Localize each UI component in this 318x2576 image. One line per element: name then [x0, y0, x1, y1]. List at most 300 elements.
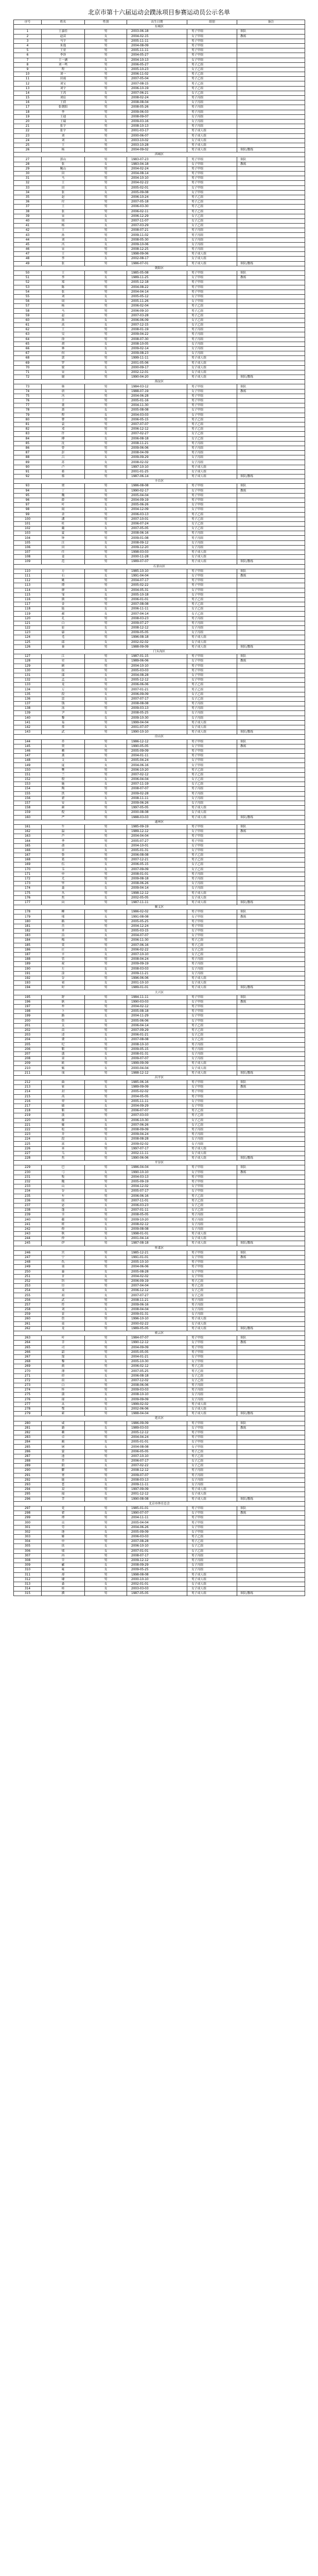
row-dob: 2004-09-19 — [127, 498, 187, 502]
row-note — [237, 503, 305, 507]
row-dob: 1998-03-03 — [127, 550, 187, 555]
table-row — [14, 446, 305, 450]
row-group: 女子乙组 — [187, 607, 237, 612]
table-row — [14, 114, 305, 119]
row-note — [237, 758, 305, 763]
row-sex: 女 — [85, 1308, 127, 1312]
table-row — [14, 1577, 305, 1582]
row-name: 郭 — [42, 356, 85, 361]
row-dob: 2007-03-03 — [127, 1113, 187, 1118]
row-note: 领队/教练 — [237, 986, 305, 990]
row-group: 男子甲组 — [187, 664, 237, 668]
table-row — [14, 436, 305, 441]
row-sex: 女 — [85, 242, 127, 247]
row-name: 谷 — [42, 976, 85, 980]
row-name: 申 — [42, 872, 85, 876]
row-name: 白 — [42, 621, 85, 625]
row-group: 男子乙组 — [187, 687, 237, 692]
row-dob: 2008-05-25 — [127, 711, 187, 716]
row-dob: 2007-02-27 — [127, 432, 187, 436]
row-group: 女子乙组 — [187, 318, 237, 323]
row-seq: 55 — [14, 294, 42, 299]
table-row — [14, 924, 305, 928]
row-group: 女子甲组 — [187, 1525, 237, 1530]
row-dob: 2008-03-23 — [127, 616, 187, 621]
row-note: 领队/教练 — [237, 560, 305, 564]
row-seq: 117 — [14, 602, 42, 607]
row-note — [237, 1232, 305, 1236]
row-note: 领队/教练 — [237, 1241, 305, 1246]
row-group: 男子丙组 — [187, 876, 237, 881]
row-seq: 1 — [14, 29, 42, 34]
row-sex: 女 — [85, 697, 127, 701]
row-sex: 女 — [85, 1293, 127, 1298]
row-sex: 男 — [85, 1213, 127, 1217]
row-note — [237, 1052, 305, 1056]
row-group: 女子丙组 — [187, 1312, 237, 1317]
table-row — [14, 1137, 305, 1142]
row-dob: 2008-01-31 — [127, 1052, 187, 1056]
row-note — [237, 304, 305, 309]
row-note — [237, 612, 305, 616]
row-seq: 121 — [14, 621, 42, 625]
row-sex: 男 — [85, 1232, 127, 1236]
row-sex: 男 — [85, 498, 127, 502]
row-seq: 303 — [14, 1535, 42, 1539]
row-seq: 105 — [14, 540, 42, 545]
row-sex: 女 — [85, 1151, 127, 1156]
row-note — [237, 465, 305, 469]
row-name: 邓 — [42, 427, 85, 432]
row-sex: 女 — [85, 1393, 127, 1397]
row-dob: 2006-08-08 — [127, 853, 187, 858]
row-dob: 2007-02-12 — [127, 772, 187, 777]
row-seq: 299 — [14, 1516, 42, 1520]
row-sex: 男 — [85, 332, 127, 337]
row-seq: 74 — [14, 389, 42, 394]
row-sex: 男 — [85, 1497, 127, 1501]
row-seq: 142 — [14, 725, 42, 730]
row-sex: 女 — [85, 716, 127, 720]
row-dob: 2006-12-12 — [127, 427, 187, 432]
row-sex: 女 — [85, 886, 127, 891]
row-sex: 女 — [85, 214, 127, 218]
row-note — [237, 1146, 305, 1151]
row-dob: 2007-08-15 — [127, 81, 187, 86]
table-row — [14, 1217, 305, 1222]
row-sex: 男 — [85, 1265, 127, 1269]
row-note: 领队/教练 — [237, 1156, 305, 1161]
row-group: 女子甲组 — [187, 1445, 237, 1449]
row-note — [237, 1227, 305, 1231]
table-row — [14, 1312, 305, 1317]
table-row — [14, 867, 305, 872]
row-name: 卓 — [42, 1435, 85, 1440]
row-name: 籍 — [42, 1426, 85, 1430]
table-row — [14, 100, 305, 105]
row-name: 王 — [42, 270, 85, 275]
row-dob: 2008-11-21 — [127, 441, 187, 446]
row-group: 男子成人组 — [187, 1402, 237, 1406]
row-dob: 2004-02-12 — [127, 1005, 187, 1009]
row-seq: 82 — [14, 427, 42, 432]
row-name: 尹 — [42, 711, 85, 716]
row-dob: 2008-01-01 — [127, 872, 187, 876]
table-row — [14, 1435, 305, 1440]
row-name: 张 — [42, 261, 85, 266]
row-dob: 2009-05-25 — [127, 1568, 187, 1572]
row-sex: 男 — [85, 195, 127, 199]
row-seq: 255 — [14, 1293, 42, 1298]
row-seq: 64 — [14, 337, 42, 342]
row-note — [237, 1321, 305, 1326]
row-seq: 150 — [14, 768, 42, 772]
row-group: 男子甲组 — [187, 1175, 237, 1179]
row-sex: 女 — [85, 521, 127, 526]
row-group: 男子乙组 — [187, 1535, 237, 1539]
row-sex: 男 — [85, 1127, 127, 1132]
row-dob: 2006-11-30 — [127, 938, 187, 943]
row-name: 秦 — [42, 645, 85, 649]
row-name: 关 — [42, 1023, 85, 1028]
row-note: 教练 — [237, 1170, 305, 1175]
table-row — [14, 58, 305, 62]
row-seq: 165 — [14, 843, 42, 848]
row-name: 程 — [42, 67, 85, 72]
row-sex: 女 — [85, 592, 127, 597]
row-seq: 185 — [14, 943, 42, 947]
table-row — [14, 422, 305, 427]
column-header-dob: 出生日期 — [127, 20, 187, 25]
row-seq: 88 — [14, 455, 42, 460]
table-row — [14, 43, 305, 48]
district-label: 房山区 — [14, 735, 305, 739]
row-dob: 2007-03-28 — [127, 313, 187, 318]
row-note — [237, 749, 305, 753]
row-group: 男子成人组 — [187, 720, 237, 725]
row-seq: 79 — [14, 413, 42, 417]
row-group: 女子甲组 — [187, 929, 237, 934]
row-sex: 男 — [85, 787, 127, 791]
table-row — [14, 1052, 305, 1056]
row-sex: 男 — [85, 706, 127, 711]
district-label: 西城区 — [14, 152, 305, 157]
row-dob: 1998-08-08 — [127, 1572, 187, 1577]
row-sex: 女 — [85, 365, 127, 370]
row-note — [237, 413, 305, 417]
row-group: 男子丙组 — [187, 1468, 237, 1473]
row-name: 洪 — [42, 791, 85, 796]
row-dob: 2007-08-08 — [127, 602, 187, 607]
row-dob: 2004-06-16 — [127, 763, 187, 768]
row-sex: 女 — [85, 1038, 127, 1042]
table-row — [14, 1430, 305, 1435]
row-sex: 男 — [85, 1430, 127, 1435]
row-seq: 228 — [14, 1156, 42, 1161]
row-sex: 男 — [85, 1591, 127, 1596]
row-name: 郝 — [42, 612, 85, 616]
row-dob: 2005-09-08 — [127, 190, 187, 195]
district-row — [14, 380, 305, 384]
row-seq: 159 — [14, 810, 42, 815]
row-note — [237, 441, 305, 446]
table-row — [14, 1302, 305, 1307]
row-dob: 2009-06-26 — [127, 801, 187, 805]
row-sex: 男 — [85, 1279, 127, 1283]
table-row — [14, 1336, 305, 1341]
row-name: 田 — [42, 185, 85, 190]
row-seq: 81 — [14, 422, 42, 427]
row-sex: 男 — [85, 1336, 127, 1341]
row-sex: 男 — [85, 654, 127, 659]
row-group: 女子丙组 — [187, 1222, 237, 1227]
row-note — [237, 891, 305, 895]
row-name: 谢 — [42, 375, 85, 380]
row-name: 范 — [42, 560, 85, 564]
row-name: 焦 — [42, 1156, 85, 1161]
table-row — [14, 848, 305, 853]
row-seq: 3 — [14, 39, 42, 43]
row-name: 章 — [42, 848, 85, 853]
row-sex: 男 — [85, 720, 127, 725]
row-sex: 男 — [85, 1317, 127, 1321]
district-label: 海淀区 — [14, 380, 305, 384]
table-row — [14, 801, 305, 805]
row-group: 男子成人组 — [187, 1412, 237, 1416]
row-seq: 137 — [14, 702, 42, 706]
row-name: 苏 — [42, 460, 85, 465]
row-dob: 2007-04-14 — [127, 612, 187, 616]
row-name: 蓟 — [42, 1364, 85, 1369]
row-group: 男子成人组 — [187, 465, 237, 469]
row-seq: 26 — [14, 148, 42, 152]
row-group: 男子甲组 — [187, 1345, 237, 1350]
row-note — [237, 1478, 305, 1482]
row-sex: 男 — [85, 1577, 127, 1582]
row-name: 贾 — [42, 484, 85, 488]
row-note: 教练 — [237, 659, 305, 664]
row-seq: 33 — [14, 185, 42, 190]
table-row — [14, 777, 305, 782]
row-note — [237, 673, 305, 677]
table-row — [14, 573, 305, 578]
row-name: 宫 — [42, 1250, 85, 1255]
row-note: 领队/教练 — [237, 148, 305, 152]
row-group: 女子乙组 — [187, 527, 237, 531]
district-row — [14, 990, 305, 995]
row-sex: 女 — [85, 626, 127, 631]
row-group: 女子丙组 — [187, 716, 237, 720]
row-group: 男子甲组 — [187, 668, 237, 673]
row-seq: 73 — [14, 384, 42, 389]
row-name: 杨 — [42, 148, 85, 152]
row-seq: 162 — [14, 829, 42, 834]
row-sex: 女 — [85, 1525, 127, 1530]
table-row — [14, 148, 305, 152]
table-row — [14, 1104, 305, 1108]
row-sex: 男 — [85, 181, 127, 185]
row-seq: 89 — [14, 460, 42, 465]
table-row — [14, 517, 305, 521]
row-group: 男子乙组 — [187, 597, 237, 602]
table-row — [14, 124, 305, 129]
row-sex: 女 — [85, 1123, 127, 1127]
table-row — [14, 796, 305, 801]
row-name: 宋 — [42, 370, 85, 375]
row-sex: 女 — [85, 843, 127, 848]
row-sex: 女 — [85, 1378, 127, 1383]
row-seq: 275 — [14, 1393, 42, 1397]
row-sex: 男 — [85, 1572, 127, 1577]
row-name: 金 — [42, 602, 85, 607]
row-group: 女子乙组 — [187, 1374, 237, 1378]
district-label: 东城区 — [14, 25, 305, 29]
table-row — [14, 687, 305, 692]
district-row — [14, 152, 305, 157]
row-dob: 2005-02-02 — [127, 1090, 187, 1094]
row-dob: 2008-03-13 — [127, 1478, 187, 1482]
row-note — [237, 119, 305, 124]
row-group: 女子甲组 — [187, 389, 237, 394]
row-name: 张 — [42, 209, 85, 214]
row-dob: 2009-05-05 — [127, 631, 187, 635]
row-note — [237, 1198, 305, 1203]
row-note — [237, 1435, 305, 1440]
row-sex: 女 — [85, 1406, 127, 1411]
row-name: 从 — [42, 1402, 85, 1406]
row-group: 男子成人组 — [187, 1146, 237, 1151]
row-seq: 148 — [14, 758, 42, 763]
row-note: 领队 — [237, 569, 305, 573]
row-name: 欧 — [42, 1061, 85, 1066]
row-seq: 13 — [14, 86, 42, 91]
row-group: 男子成人组 — [187, 1241, 237, 1246]
row-seq: 271 — [14, 1374, 42, 1378]
table-row — [14, 1354, 305, 1359]
table-row — [14, 602, 305, 607]
row-sex: 男 — [85, 493, 127, 498]
row-seq: 206 — [14, 1047, 42, 1052]
row-seq: 171 — [14, 872, 42, 876]
row-sex: 男 — [85, 484, 127, 488]
row-group: 女子成人组 — [187, 1321, 237, 1326]
row-name: 甘 — [42, 1274, 85, 1279]
row-group: 女子丙组 — [187, 1227, 237, 1231]
row-seq: 173 — [14, 882, 42, 886]
row-sex: 男 — [85, 730, 127, 735]
row-sex: 男 — [85, 328, 127, 332]
row-name: 苗 — [42, 1028, 85, 1032]
row-note — [237, 399, 305, 403]
row-name: 项 — [42, 1071, 85, 1075]
row-seq: 216 — [14, 1099, 42, 1104]
row-name: 濮 — [42, 1591, 85, 1596]
row-dob: 2009-01-08 — [127, 536, 187, 540]
table-row — [14, 166, 305, 171]
table-row — [14, 332, 305, 337]
row-dob: 2004-06-28 — [127, 394, 187, 398]
row-dob: 2009-09-29 — [127, 455, 187, 460]
row-sex: 女 — [85, 224, 127, 228]
table-row — [14, 829, 305, 834]
row-sex: 女 — [85, 952, 127, 957]
row-dob: 2009-10-20 — [127, 1217, 187, 1222]
row-seq: 96 — [14, 498, 42, 502]
row-seq: 76 — [14, 399, 42, 403]
row-seq: 17 — [14, 105, 42, 110]
row-note — [237, 365, 305, 370]
row-sex: 女 — [85, 725, 127, 730]
row-name: 刘宇 — [42, 86, 85, 91]
row-group: 男子甲组 — [187, 1009, 237, 1014]
table-row — [14, 1118, 305, 1123]
table-row — [14, 427, 305, 432]
column-header-name: 姓名 — [42, 20, 85, 25]
table-row — [14, 1222, 305, 1227]
table-row — [14, 1047, 305, 1052]
row-sex: 男 — [85, 664, 127, 668]
row-group: 女子乙组 — [187, 1378, 237, 1383]
row-seq: 152 — [14, 777, 42, 782]
table-row — [14, 346, 305, 351]
district-label: 门头沟区 — [14, 649, 305, 654]
table-row — [14, 133, 305, 138]
row-seq: 112 — [14, 579, 42, 583]
row-group: 男子甲组 — [187, 579, 237, 583]
table-row — [14, 1057, 305, 1061]
district-row — [14, 1075, 305, 1080]
row-group: 女子甲组 — [187, 190, 237, 195]
row-dob: 2009-12-12 — [127, 1558, 187, 1563]
row-note — [237, 1042, 305, 1047]
row-seq: 305 — [14, 1544, 42, 1549]
row-dob: 2009-01-31 — [127, 1312, 187, 1317]
row-dob: 2004-08-28 — [127, 673, 187, 677]
row-sex: 男 — [85, 133, 127, 138]
row-group: 女子丙组 — [187, 971, 237, 976]
row-seq: 247 — [14, 1255, 42, 1260]
row-group: 女子甲组 — [187, 1360, 237, 1364]
row-sex: 男 — [85, 579, 127, 583]
row-note — [237, 1274, 305, 1279]
district-label: 顺义区 — [14, 905, 305, 910]
row-note — [237, 1464, 305, 1468]
row-note — [237, 1473, 305, 1478]
row-seq: 94 — [14, 488, 42, 493]
table-row — [14, 706, 305, 711]
table-row — [14, 181, 305, 185]
row-seq: 57 — [14, 304, 42, 309]
row-group: 男子甲组 — [187, 754, 237, 758]
row-sex: 男 — [85, 451, 127, 455]
row-sex: 女 — [85, 1222, 127, 1227]
table-row — [14, 143, 305, 147]
row-note — [237, 1402, 305, 1406]
row-group: 男子丙组 — [187, 105, 237, 110]
row-seq: 164 — [14, 839, 42, 843]
row-sex: 女 — [85, 469, 127, 474]
table-row — [14, 328, 305, 332]
row-name: 栾 — [42, 1265, 85, 1269]
row-sex: 女 — [85, 323, 127, 328]
row-name: 邵 — [42, 673, 85, 677]
row-dob: 2004-09-02 — [127, 148, 187, 152]
row-name: 井 — [42, 1132, 85, 1137]
row-seq: 270 — [14, 1369, 42, 1374]
row-sex: 男 — [85, 962, 127, 967]
row-dob: 1986-12-12 — [127, 739, 187, 744]
row-dob: 1990-12-12 — [127, 1341, 187, 1345]
